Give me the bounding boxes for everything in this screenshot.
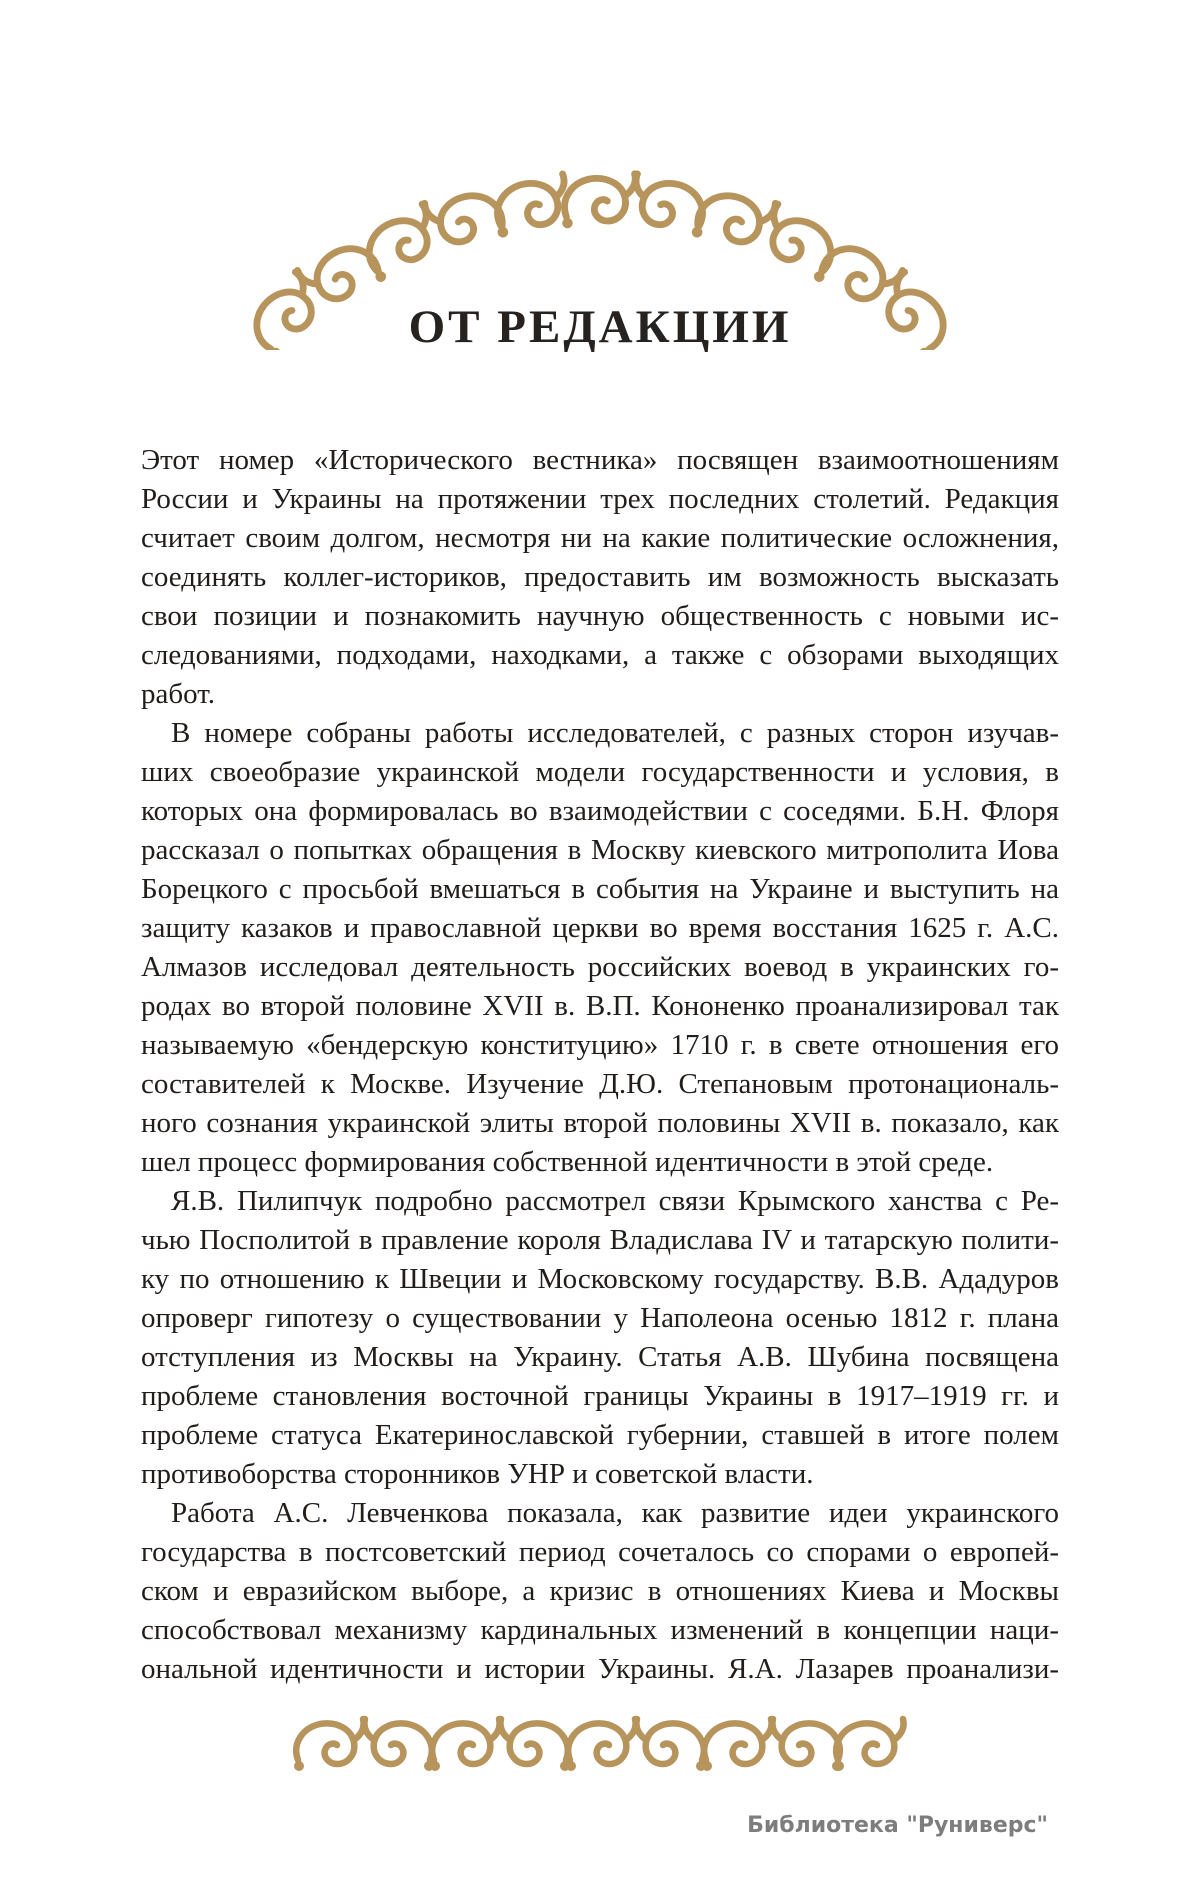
text-line: ку по отношению к Швеции и Московскому государству. В.В. Ададуров bbox=[141, 1263, 1059, 1295]
page-title: ОТ РЕДАКЦИИ bbox=[408, 301, 792, 353]
text-line: государства в постсоветский период сочеталось со спорами о европей- bbox=[141, 1536, 1059, 1568]
text-line: составителей к Москве. Изучение Д.Ю. Степановым протонациональ- bbox=[141, 1068, 1059, 1100]
text-line: соединять коллег-историков, предоставить им возможность высказать bbox=[141, 561, 1059, 593]
text-line: ском и евразийском выборе, а кризис в отношениях Киева и Москвы bbox=[141, 1575, 1059, 1607]
text-line: шел процесс формирования собственной идентичности в этой среде. bbox=[141, 1146, 994, 1178]
text-line: защиту казаков и православной церкви во время восстания 1625 г. А.С. bbox=[141, 912, 1059, 944]
ornament-band-icon bbox=[290, 1706, 910, 1786]
text-line: чью Посполитой в правление короля Владислава IV и татарскую полити- bbox=[141, 1224, 1059, 1256]
text-line: Борецкого с просьбой вмешаться в события на Украине и выступить на bbox=[141, 873, 1059, 905]
text-line: рассказал о попытках обращения в Москву киевского митрополита Иова bbox=[141, 834, 1059, 866]
text-line: способствовал механизму кардинальных изменений в концепции наци- bbox=[141, 1614, 1059, 1646]
text-line: которых она формировалась во взаимодействии с соседями. Б.Н. Флоря bbox=[141, 795, 1059, 827]
watermark: Библиотека "Руниверс" bbox=[747, 1813, 1048, 1838]
text-line: свои позиции и познакомить научную общественность с новыми ис- bbox=[141, 600, 1059, 632]
text-line: отступления из Москвы на Украину. Статья А.В. Шубина посвящена bbox=[141, 1341, 1059, 1373]
text-line: опроверг гипотезу о существовании у Наполеона осенью 1812 г. плана bbox=[141, 1302, 1059, 1334]
text-line: проблеме статуса Екатеринославской губернии, ставшей в итоге полем bbox=[141, 1419, 1059, 1451]
text-line: Я.В. Пилипчук подробно рассмотрел связи Крымского ханства с Ре- bbox=[171, 1185, 1059, 1217]
text-line: работ. bbox=[141, 678, 215, 710]
ornament-arc-icon bbox=[0, 0, 1200, 350]
text-line: противоборства сторонников УНР и советской власти. bbox=[141, 1458, 814, 1490]
text-line: ших своеобразие украинской модели государственности и условия, в bbox=[141, 756, 1059, 788]
text-line: следованиями, подходами, находками, а также с обзорами выходящих bbox=[141, 639, 1059, 671]
text-line: ного сознания украинской элиты второй половины XVII в. показало, как bbox=[141, 1107, 1059, 1139]
text-line: Работа А.С. Левченкова показала, как развитие идеи украинского bbox=[171, 1497, 1059, 1529]
text-line: России и Украины на протяжении трех последних столетий. Редакция bbox=[141, 483, 1059, 515]
text-line: считает своим долгом, несмотря ни на какие политические осложнения, bbox=[141, 522, 1059, 554]
text-line: называемую «бендерскую конституцию» 1710 г. в свете отношения его bbox=[141, 1029, 1059, 1061]
text-line: В номере собраны работы исследователей, с разных сторон изучав- bbox=[171, 717, 1059, 749]
body-text bbox=[141, 441, 1059, 1689]
text-line: родах во второй половине XVII в. В.П. Кононенко проанализировал так bbox=[141, 990, 1059, 1022]
text-line: Алмазов исследовал деятельность российских воевод в украинских го- bbox=[141, 951, 1059, 983]
text-line: Этот номер «Исторического вестника» посвящен взаимоотношениям bbox=[141, 444, 1059, 476]
text-line: ональной идентичности и истории Украины. Я.А. Лазарев проанализи- bbox=[141, 1653, 1059, 1685]
text-line: проблеме становления восточной границы Украины в 1917–1919 гг. и bbox=[141, 1380, 1059, 1412]
